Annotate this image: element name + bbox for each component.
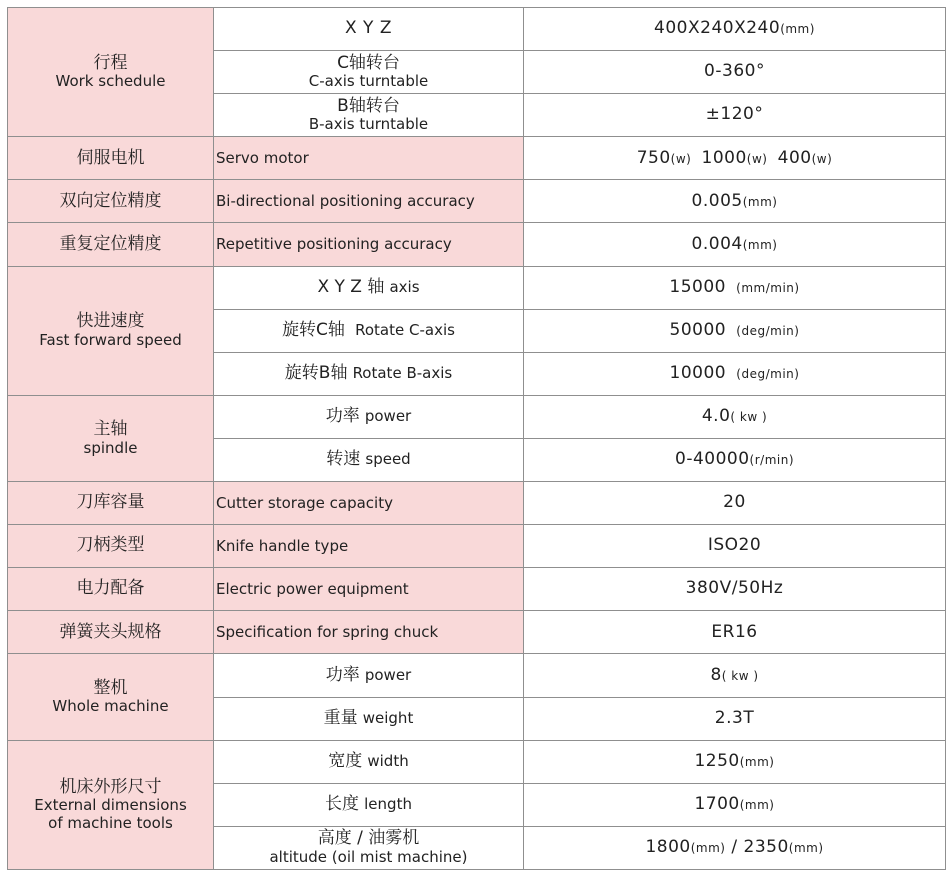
dims-label: 机床外形尺寸 External dimensions of machine tools [8,740,214,869]
table-row [8,266,946,309]
stroke-c-axis-value: 0-360° [524,51,946,94]
repeat-label-en: Repetitive positioning accuracy [214,223,524,266]
rapid-c-label: 旋转C轴 Rotate C-axis [214,309,524,352]
table-row [8,482,946,525]
bidir-label-en: Bi-directional positioning accuracy [214,180,524,223]
collet-value: ER16 [524,611,946,654]
servo-value: 750(w) 1000(w) 400(w) [524,137,946,180]
spindle-power-value: 4.0( kw ) [524,395,946,438]
stroke-label-en: Work schedule [55,72,166,91]
machine-weight-value: 2.3T [524,697,946,740]
table-row [8,740,946,783]
stroke-c-axis-label: C轴转台 C-axis turntable [214,51,524,94]
dims-length-label: 长度 length [214,783,524,826]
stroke-xyz-value: 400X240X240(mm) [524,8,946,51]
stroke-label-zh: 行程 [93,52,128,73]
bidir-value: 0.005(mm) [524,180,946,223]
collet-label-zh: 弹簧夹头规格 [8,611,214,654]
repeat-value: 0.004(mm) [524,223,946,266]
table-row [8,180,946,223]
machine-power-label: 功率 power [214,654,524,697]
table-row [8,137,946,180]
dims-length-value: 1700(mm) [524,783,946,826]
holder-value: ISO20 [524,525,946,568]
spindle-speed-label: 转速 speed [214,438,524,481]
power-supply-label-en: Electric power equipment [214,568,524,611]
rapid-xyz-label: X Y Z 轴 axis [214,266,524,309]
stroke-b-axis-label: B轴转台 B-axis turntable [214,94,524,137]
stroke-b-axis-value: ±120° [524,94,946,137]
spec-table [7,7,946,870]
table-row [8,568,946,611]
spindle-speed-value: 0-40000(r/min) [524,438,946,481]
table-row [8,654,946,697]
stroke-xyz-label: X Y Z [214,8,524,51]
machine-power-value: 8( kw ) [524,654,946,697]
holder-label-zh: 刀柄类型 [8,525,214,568]
rapid-b-label: 旋转B轴 Rotate B-axis [214,352,524,395]
rapid-label: 快进速度 Fast forward speed [8,266,214,395]
power-supply-value: 380V/50Hz [524,568,946,611]
table-row [8,611,946,654]
bidir-label-zh: 双向定位精度 [8,180,214,223]
tool-mag-label-zh: 刀库容量 [8,482,214,525]
spindle-power-label: 功率 power [214,395,524,438]
machine-label: 整机 Whole machine [8,654,214,740]
servo-label-en: Servo motor [214,137,524,180]
machine-weight-label: 重量 weight [214,697,524,740]
rapid-c-value: 50000 (deg/min) [524,309,946,352]
repeat-label-zh: 重复定位精度 [8,223,214,266]
tool-mag-label-en: Cutter storage capacity [214,482,524,525]
table-row [8,8,946,51]
table-row [8,395,946,438]
dims-height-label: 高度 / 油雾机 altitude (oil mist machine) [214,826,524,869]
table-row [8,525,946,568]
dims-width-value: 1250(mm) [524,740,946,783]
table-row [8,223,946,266]
collet-label-en: Specification for spring chuck [214,611,524,654]
stroke-label [8,8,214,137]
tool-mag-value: 20 [524,482,946,525]
rapid-b-value: 10000 (deg/min) [524,352,946,395]
spindle-label: 主轴 spindle [8,395,214,481]
servo-label-zh: 伺服电机 [8,137,214,180]
rapid-xyz-value: 15000 (mm/min) [524,266,946,309]
dims-width-label: 宽度 width [214,740,524,783]
dims-height-value: 1800(mm) / 2350(mm) [524,826,946,869]
power-supply-label-zh: 电力配备 [8,568,214,611]
holder-label-en: Knife handle type [214,525,524,568]
